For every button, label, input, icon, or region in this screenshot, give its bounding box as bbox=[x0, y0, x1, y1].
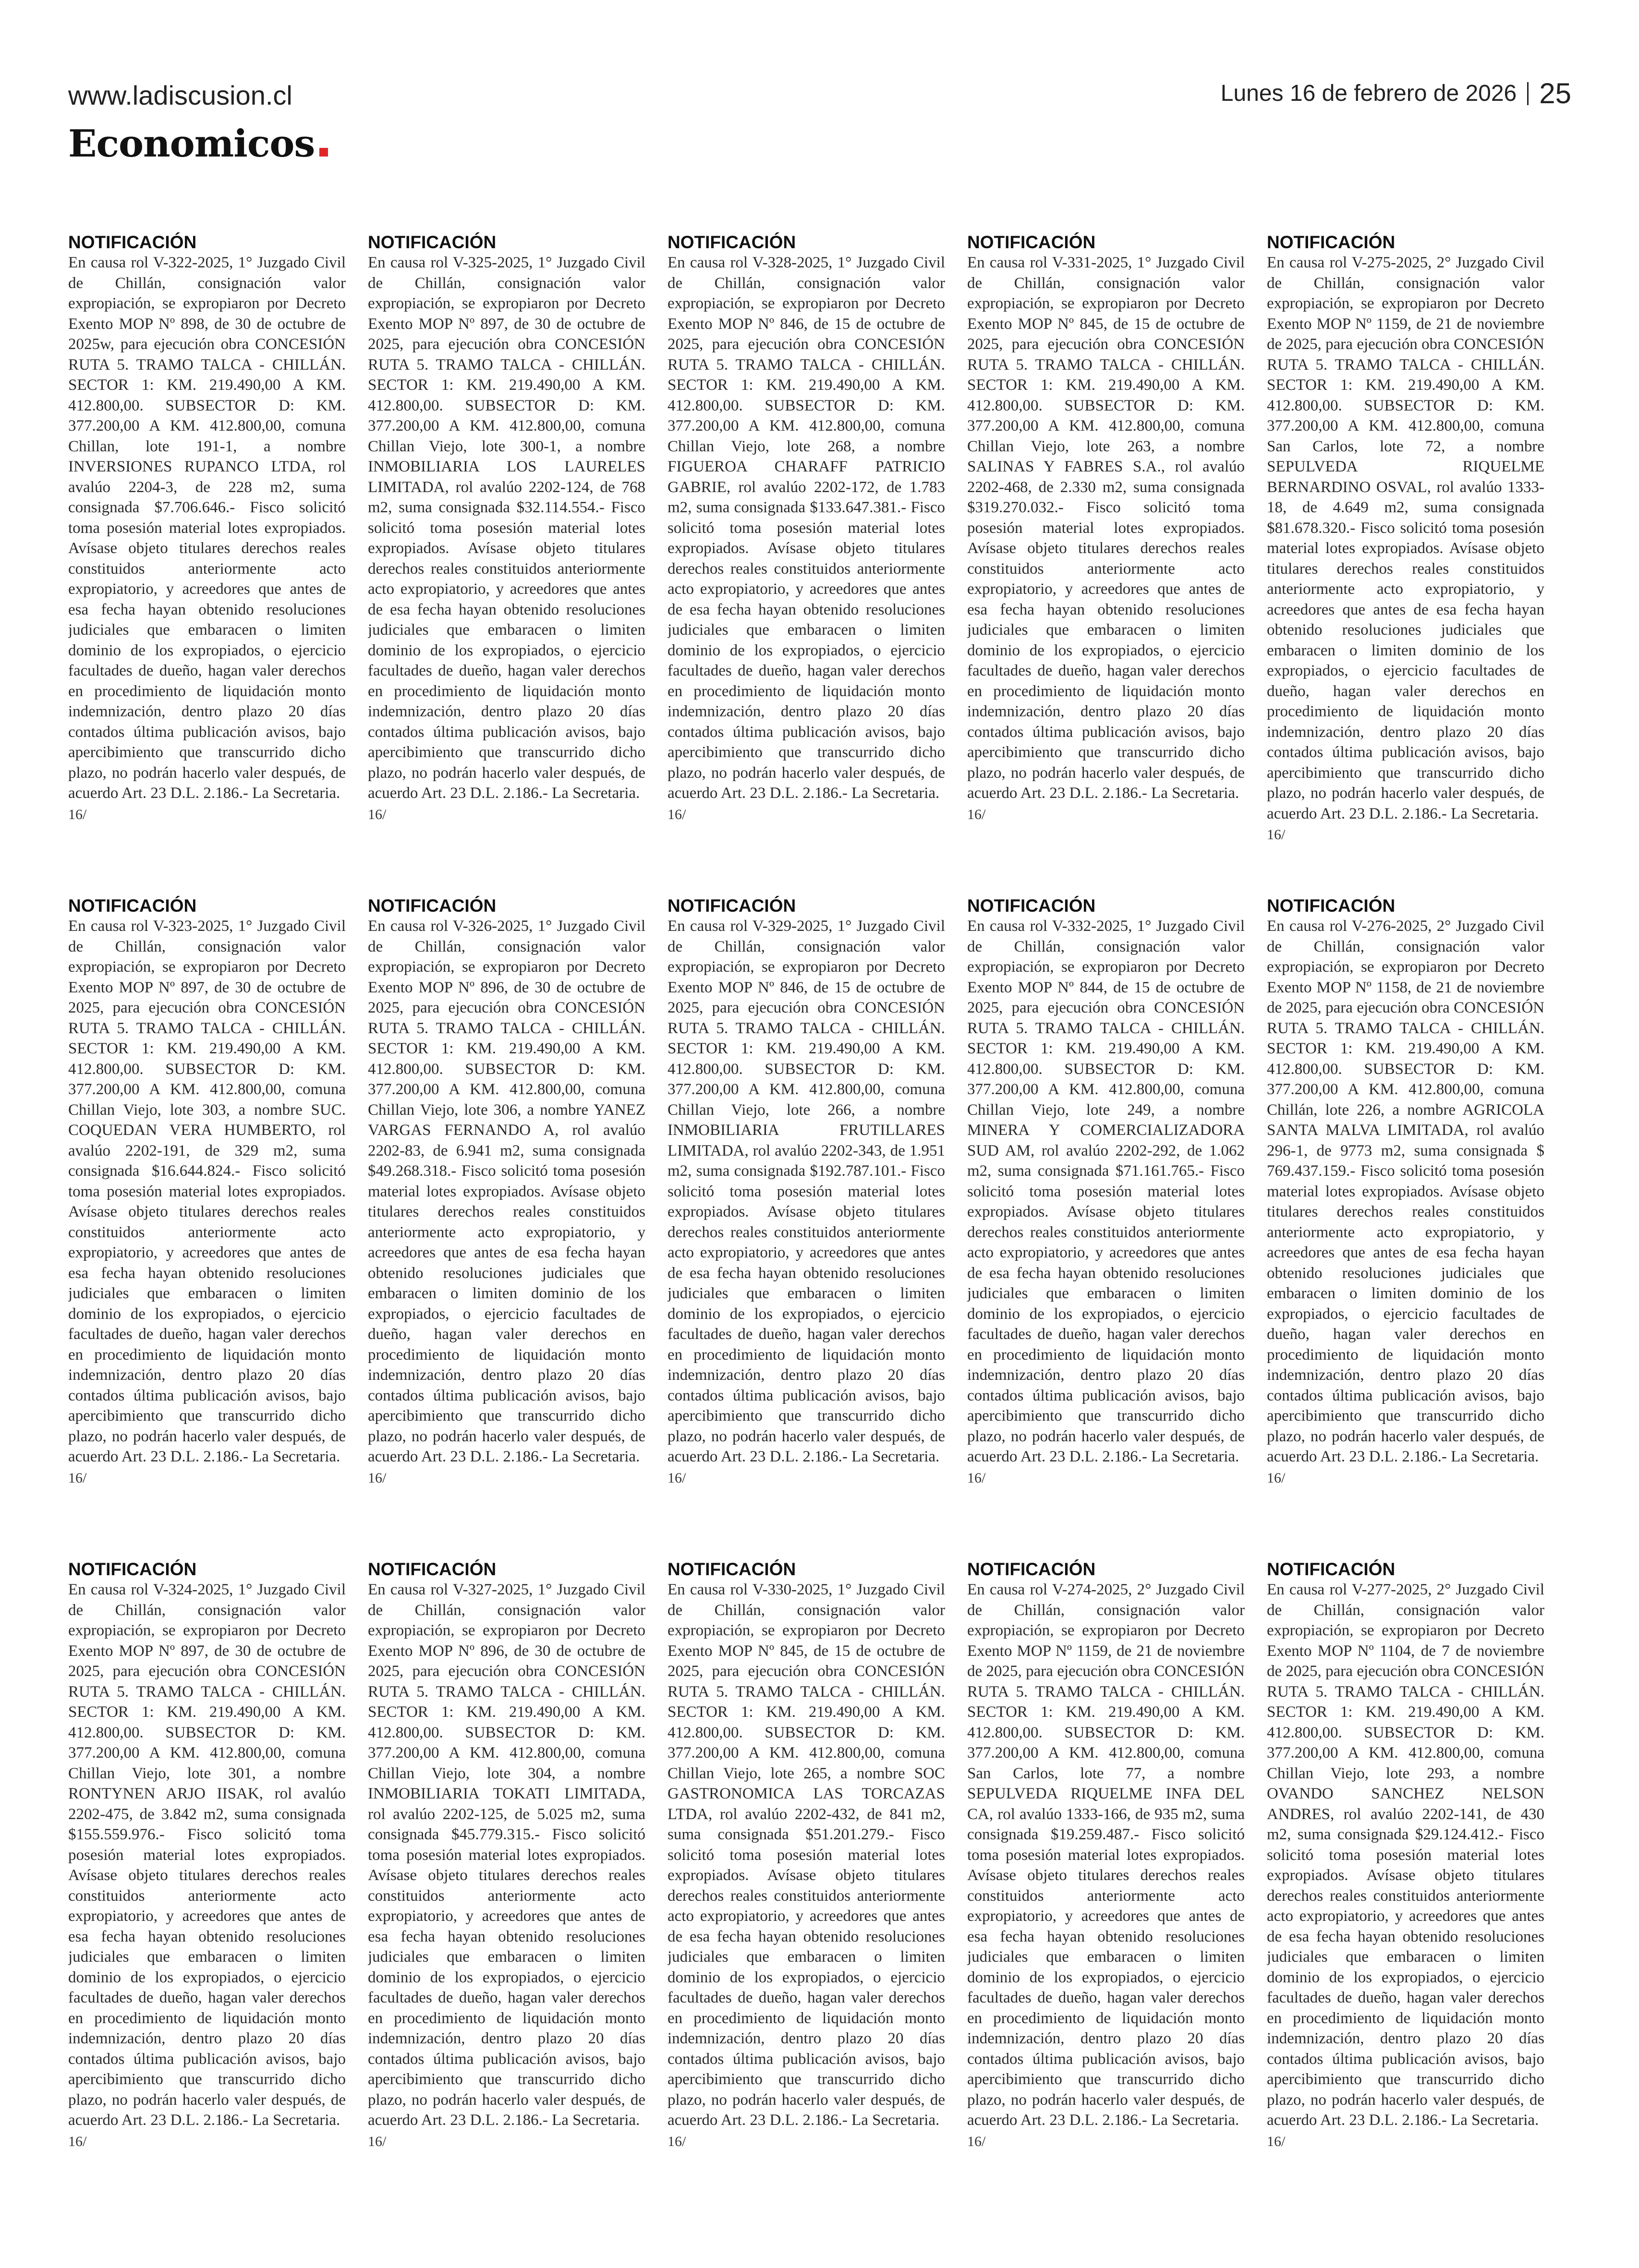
notice-item bbox=[668, 232, 945, 885]
notice-body: En causa rol V-326-2025, 1° Juzgado Civil de Chillán, consignación valor expropiación, se expropiaron por Decreto Exento MOP Nº 896, de 30 de octubre de 2025, para ejecución obra CONCESIÓN RUTA 5. TRAMO TALCA - CHILLÁN. SECTOR 1: KM. 219.490,00 A KM. 412.800,00. SUBSECTOR D: KM. 377.200,00 A KM. 412.800,00, comuna Chillan Viejo, lote 306, a nombre YANEZ VARGAS FERNANDO A, rol avalúo 2202-83, de 6.941 m2, suma consignada $49.268.318.- Fisco solicitó toma posesión material lotes expropiados. Avísase objeto titulares derechos reales constituidos anteriormente acto expropiatorio, y acreedores que antes de esa fecha hayan obtenido resoluciones judiciales que embaracen o limiten dominio de los expropiados, o ejercicio facultades de dueño, hagan valer derechos en procedimiento de liquidación monto indemnización, dentro plazo 20 días contados última publicación avisos, bajo apercibimiento que transcurrido dicho plazo, no podrán hacerlo valer después, de acuerdo Art. 23 D.L. 2.186.- La Secretaria. bbox=[368, 917, 645, 1465]
notice-item bbox=[368, 896, 645, 1549]
section-title bbox=[68, 122, 328, 166]
notice-item bbox=[68, 1559, 346, 2212]
notice-body: En causa rol V-330-2025, 1° Juzgado Civil de Chillán, consignación valor expropiación, se expropiaron por Decreto Exento MOP Nº 845, de 15 de octubre de 2025, para ejecución obra CONCESIÓN RUTA 5. TRAMO TALCA - CHILLÁN. SECTOR 1: KM. 219.490,00 A KM. 412.800,00. SUBSECTOR D: KM. 377.200,00 A KM. 412.800,00, comuna Chillan Viejo, lote 265, a nombre SOC GASTRONOMICA LAS TORCAZAS LTDA, rol avalúo 2202-432, de 841 m2, suma consignada $51.201.279.- Fisco solicitó toma posesión material lotes expropiados. Avísase objeto titulares derechos reales constituidos anteriormente acto expropiatorio, y acreedores que antes de esa fecha hayan obtenido resoluciones judiciales que embaracen o limiten dominio de los expropiados, o ejercicio facultades de dueño, hagan valer derechos en procedimiento de liquidación monto indemnización, dentro plazo 20 días contados última publicación avisos, bajo apercibimiento que transcurrido dicho plazo, no podrán hacerlo valer después, de acuerdo Art. 23 D.L. 2.186.- La Secretaria. bbox=[668, 1581, 945, 2129]
notice-code: 16/ bbox=[368, 806, 387, 822]
notice-item bbox=[368, 1559, 645, 2212]
notice-title: NOTIFICACIÓN bbox=[967, 896, 1096, 916]
notice-item bbox=[68, 896, 346, 1549]
notice-code: 16/ bbox=[368, 1470, 387, 1486]
notice-title: NOTIFICACIÓN bbox=[668, 232, 796, 252]
notice-code: 16/ bbox=[668, 2133, 686, 2149]
notice-title: NOTIFICACIÓN bbox=[1267, 1559, 1396, 1579]
notice-body: En causa rol V-324-2025, 1° Juzgado Civil de Chillán, consignación valor expropiación, se expropiaron por Decreto Exento MOP Nº 897, de 30 de octubre de 2025, para ejecución obra CONCESIÓN RUTA 5. TRAMO TALCA - CHILLÁN. SECTOR 1: KM. 219.490,00 A KM. 412.800,00. SUBSECTOR D: KM. 377.200,00 A KM. 412.800,00, comuna Chillan Viejo, lote 301, a nombre RONTYNEN ARJO IISAK, rol avalúo 2202-475, de 3.842 m2, suma consignada $155.559.976.- Fisco solicitó toma posesión material lotes expropiados. Avísase objeto titulares derechos reales constituidos anteriormente acto expropiatorio, y acreedores que antes de esa fecha hayan obtenido resoluciones judiciales que embaracen o limiten dominio de los expropiados, o ejercicio facultades de dueño, hagan valer derechos en procedimiento de liquidación monto indemnización, dentro plazo 20 días contados última publicación avisos, bajo apercibimiento que transcurrido dicho plazo, no podrán hacerlo valer después, de acuerdo Art. 23 D.L. 2.186.- La Secretaria. bbox=[68, 1581, 346, 2129]
notice-body: En causa rol V-274-2025, 2° Juzgado Civil de Chillán, consignación valor expropiación, se expropiaron por Decreto Exento MOP Nº 1159, de 21 de noviembre de 2025, para ejecución obra CONCESIÓN RUTA 5. TRAMO TALCA - CHILLÁN. SECTOR 1: KM. 219.490,00 A KM. 412.800,00. SUBSECTOR D: KM. 377.200,00 A KM. 412.800,00, comuna San Carlos, lote 77, a nombre SEPULVEDA RIQUELME INFA DEL CA, rol avalúo 1333-166, de 935 m2, suma consignada $19.259.487.- Fisco solicitó toma posesión material lotes expropiados. Avísase objeto titulares derechos reales constituidos anteriormente acto expropiatorio, y acreedores que antes de esa fecha hayan obtenido resoluciones judiciales que embaracen o limiten dominio de los expropiados, o ejercicio facultades de dueño, hagan valer derechos en procedimiento de liquidación monto indemnización, dentro plazo 20 días contados última publicación avisos, bajo apercibimiento que transcurrido dicho plazo, no podrán hacerlo valer después, de acuerdo Art. 23 D.L. 2.186.- La Secretaria. bbox=[967, 1581, 1245, 2129]
notice-item bbox=[1267, 232, 1544, 885]
notice-code: 16/ bbox=[668, 1470, 686, 1486]
date-separator bbox=[1527, 82, 1529, 105]
notice-code: 16/ bbox=[967, 806, 986, 822]
notice-title: NOTIFICACIÓN bbox=[1267, 896, 1396, 916]
notice-body: En causa rol V-327-2025, 1° Juzgado Civil de Chillán, consignación valor expropiación, se expropiaron por Decreto Exento MOP Nº 896, de 30 de octubre de 2025, para ejecución obra CONCESIÓN RUTA 5. TRAMO TALCA - CHILLÁN. SECTOR 1: KM. 219.490,00 A KM. 412.800,00. SUBSECTOR D: KM. 377.200,00 A KM. 412.800,00, comuna Chillan Viejo, lote 304, a nombre INMOBILIARIA TOKATI LIMITADA, rol avalúo 2202-125, de 5.025 m2, suma consignada $45.779.315.- Fisco solicitó toma posesión material lotes expropiados. Avísase objeto titulares derechos reales constituidos anteriormente acto expropiatorio, y acreedores que antes de esa fecha hayan obtenido resoluciones judiciales que embaracen o limiten dominio de los expropiados, o ejercicio facultades de dueño, hagan valer derechos en procedimiento de liquidación monto indemnización, dentro plazo 20 días contados última publicación avisos, bajo apercibimiento que transcurrido dicho plazo, no podrán hacerlo valer después, de acuerdo Art. 23 D.L. 2.186.- La Secretaria. bbox=[368, 1581, 645, 2129]
notice-item bbox=[967, 1559, 1245, 2212]
notice-body: En causa rol V-328-2025, 1° Juzgado Civil de Chillán, consignación valor expropiación, se expropiaron por Decreto Exento MOP Nº 846, de 15 de octubre de 2025, para ejecución obra CONCESIÓN RUTA 5. TRAMO TALCA - CHILLÁN. SECTOR 1: KM. 219.490,00 A KM. 412.800,00. SUBSECTOR D: KM. 377.200,00 A KM. 412.800,00, comuna Chillan Viejo, lote 268, a nombre FIGUEROA CHARAFF PATRICIO GABRIE, rol avalúo 2202-172, de 1.783 m2, suma consignada $133.647.381.- Fisco solicitó toma posesión material lotes expropiados. Avísase objeto titulares derechos reales constituidos anteriormente acto expropiatorio, y acreedores que antes de esa fecha hayan obtenido resoluciones judiciales que embaracen o limiten dominio de los expropiados, o ejercicio facultades de dueño, hagan valer derechos en procedimiento de liquidación monto indemnización, dentro plazo 20 días contados última publicación avisos, bajo apercibimiento que transcurrido dicho plazo, no podrán hacerlo valer después, de acuerdo Art. 23 D.L. 2.186.- La Secretaria. bbox=[668, 254, 945, 802]
notice-code: 16/ bbox=[1267, 1470, 1286, 1486]
notice-code: 16/ bbox=[68, 1470, 87, 1486]
notice-item bbox=[1267, 896, 1544, 1549]
notice-body: En causa rol V-322-2025, 1° Juzgado Civil de Chillán, consignación valor expropiación, se expropiaron por Decreto Exento MOP Nº 898, de 30 de octubre de 2025w, para ejecución obra CONCESIÓN RUTA 5. TRAMO TALCA - CHILLÁN. SECTOR 1: KM. 219.490,00 A KM. 412.800,00. SUBSECTOR D: KM. 377.200,00 A KM. 412.800,00, comuna Chillan, lote 191-1, a nombre INVERSIONES RUPANCO LTDA, rol avalúo 2204-3, de 228 m2, suma consignada $7.706.646.- Fisco solicitó toma posesión material lotes expropiados. Avísase objeto titulares derechos reales constituidos anteriormente acto expropiatorio, y acreedores que antes de esa fecha hayan obtenido resoluciones judiciales que embaracen o limiten dominio de los expropiados, o ejercicio facultades de dueño, hagan valer derechos en procedimiento de liquidación monto indemnización, dentro plazo 20 días contados última publicación avisos, bajo apercibimiento que transcurrido dicho plazo, no podrán hacerlo valer después, de acuerdo Art. 23 D.L. 2.186.- La Secretaria. bbox=[68, 254, 346, 802]
notice-title: NOTIFICACIÓN bbox=[1267, 232, 1396, 252]
notice-code: 16/ bbox=[967, 2133, 986, 2149]
notice-body: En causa rol V-323-2025, 1° Juzgado Civil de Chillán, consignación valor expropiación, se expropiaron por Decreto Exento MOP Nº 897, de 30 de octubre de 2025, para ejecución obra CONCESIÓN RUTA 5. TRAMO TALCA - CHILLÁN. SECTOR 1: KM. 219.490,00 A KM. 412.800,00. SUBSECTOR D: KM. 377.200,00 A KM. 412.800,00, comuna Chillan Viejo, lote 303, a nombre SUC. COQUEDAN VERA HUMBERTO, rol avalúo 2202-191, de 329 m2, suma consignada $16.644.824.- Fisco solicitó toma posesión material lotes expropiados. Avísase objeto titulares derechos reales constituidos anteriormente acto expropiatorio, y acreedores que antes de esa fecha hayan obtenido resoluciones judiciales que embaracen o limiten dominio de los expropiados, o ejercicio facultades de dueño, hagan valer derechos en procedimiento de liquidación monto indemnización, dentro plazo 20 días contados última publicación avisos, bajo apercibimiento que transcurrido dicho plazo, no podrán hacerlo valer después, de acuerdo Art. 23 D.L. 2.186.- La Secretaria. bbox=[68, 917, 346, 1465]
notice-code: 16/ bbox=[1267, 2133, 1286, 2149]
notice-body: En causa rol V-325-2025, 1° Juzgado Civil de Chillán, consignación valor expropiación, se expropiaron por Decreto Exento MOP Nº 897, de 30 de octubre de 2025, para ejecución obra CONCESIÓN RUTA 5. TRAMO TALCA - CHILLÁN. SECTOR 1: KM. 219.490,00 A KM. 412.800,00. SUBSECTOR D: KM. 377.200,00 A KM. 412.800,00, comuna Chillan Viejo, lote 300-1, a nombre INMOBILIARIA LOS LAURELES LIMITADA, rol avalúo 2202-124, de 768 m2, suma consignada $32.114.554.- Fisco solicitó toma posesión material lotes expropiados. Avísase objeto titulares derechos reales constituidos anteriormente acto expropiatorio, y acreedores que antes de esa fecha hayan obtenido resoluciones judiciales que embaracen o limiten dominio de los expropiados, o ejercicio facultades de dueño, hagan valer derechos en procedimiento de liquidación monto indemnización, dentro plazo 20 días contados última publicación avisos, bajo apercibimiento que transcurrido dicho plazo, no podrán hacerlo valer después, de acuerdo Art. 23 D.L. 2.186.- La Secretaria. bbox=[368, 254, 645, 802]
notice-title: NOTIFICACIÓN bbox=[368, 232, 497, 252]
notice-title: NOTIFICACIÓN bbox=[967, 232, 1096, 252]
notice-title: NOTIFICACIÓN bbox=[68, 1559, 197, 1579]
notice-code: 16/ bbox=[668, 806, 686, 822]
publication-date: Lunes 16 de febrero de 2026 bbox=[1220, 81, 1517, 106]
notice-code: 16/ bbox=[68, 806, 87, 822]
notice-body: En causa rol V-331-2025, 1° Juzgado Civil de Chillán, consignación valor expropiación, se expropiaron por Decreto Exento MOP Nº 845, de 15 de octubre de 2025, para ejecución obra CONCESIÓN RUTA 5. TRAMO TALCA - CHILLÁN. SECTOR 1: KM. 219.490,00 A KM. 412.800,00. SUBSECTOR D: KM. 377.200,00 A KM. 412.800,00, comuna Chillan Viejo, lote 263, a nombre SALINAS Y FABRES S.A., rol avalúo 2202-468, de 2.330 m2, suma consignada $319.270.032.- Fisco solicitó toma posesión material lotes expropiados. Avísase objeto titulares derechos reales constituidos anteriormente acto expropiatorio, y acreedores que antes de esa fecha hayan obtenido resoluciones judiciales que embaracen o limiten dominio de los expropiados, o ejercicio facultades de dueño, hagan valer derechos en procedimiento de liquidación monto indemnización, dentro plazo 20 días contados última publicación avisos, bajo apercibimiento que transcurrido dicho plazo, no podrán hacerlo valer después, de acuerdo Art. 23 D.L. 2.186.- La Secretaria. bbox=[967, 254, 1245, 802]
notice-body: En causa rol V-332-2025, 1° Juzgado Civil de Chillán, consignación valor expropiación, se expropiaron por Decreto Exento MOP Nº 844, de 15 de octubre de 2025, para ejecución obra CONCESIÓN RUTA 5. TRAMO TALCA - CHILLÁN. SECTOR 1: KM. 219.490,00 A KM. 412.800,00. SUBSECTOR D: KM. 377.200,00 A KM. 412.800,00, comuna Chillan Viejo, lote 249, a nombre MINERA Y COMERCIALIZADORA SUD AM, rol avalúo 2202-292, de 1.062 m2, suma consignada $71.161.765.- Fisco solicitó toma posesión material lotes expropiados. Avísase objeto titulares derechos reales constituidos anteriormente acto expropiatorio, y acreedores que antes de esa fecha hayan obtenido resoluciones judiciales que embaracen o limiten dominio de los expropiados, o ejercicio facultades de dueño, hagan valer derechos en procedimiento de liquidación monto indemnización, dentro plazo 20 días contados última publicación avisos, bajo apercibimiento que transcurrido dicho plazo, no podrán hacerlo valer después, de acuerdo Art. 23 D.L. 2.186.- La Secretaria. bbox=[967, 917, 1245, 1465]
notice-title: NOTIFICACIÓN bbox=[668, 896, 796, 916]
notice-code: 16/ bbox=[967, 1470, 986, 1486]
notice-title: NOTIFICACIÓN bbox=[368, 896, 497, 916]
notice-item bbox=[668, 1559, 945, 2212]
notice-code: 16/ bbox=[1267, 827, 1286, 843]
notice-body: En causa rol V-276-2025, 2° Juzgado Civil de Chillán, consignación valor expropiación, se expropiaron por Decreto Exento MOP Nº 1158, de 21 de noviembre de 2025, para ejecución obra CONCESIÓN RUTA 5. TRAMO TALCA - CHILLÁN. SECTOR 1: KM. 219.490,00 A KM. 412.800,00. SUBSECTOR D: KM. 377.200,00 A KM. 412.800,00, comuna Chillán, lote 226, a nombre AGRICOLA SANTA MALVA LIMITADA, rol avalúo 296-1, de 9773 m2, suma consignada $ 769.437.159.- Fisco solicitó toma posesión material lotes expropiados. Avísase objeto titulares derechos reales constituidos anteriormente acto expropiatorio, y acreedores que antes de esa fecha hayan obtenido resoluciones judiciales que embaracen o limiten dominio de los expropiados, o ejercicio facultades de dueño, hagan valer derechos en procedimiento de liquidación monto indemnización, dentro plazo 20 días contados última publicación avisos, bajo apercibimiento que transcurrido dicho plazo, no podrán hacerlo valer después, de acuerdo Art. 23 D.L. 2.186.- La Secretaria. bbox=[1267, 917, 1544, 1465]
page-number: 25 bbox=[1539, 77, 1571, 109]
notice-body: En causa rol V-275-2025, 2° Juzgado Civil de Chillán, consignación valor expropiación, se expropiaron por Decreto Exento MOP Nº 1159, de 21 de noviembre de 2025, para ejecución obra CONCESIÓN RUTA 5. TRAMO TALCA - CHILLÁN. SECTOR 1: KM. 219.490,00 A KM. 412.800,00. SUBSECTOR D: KM. 377.200,00 A KM. 412.800,00, comuna San Carlos, lote 72, a nombre SEPULVEDA RIQUELME BERNARDINO OSVAL, rol avalúo 1333-18, de 4.649 m2, suma consignada $81.678.320.- Fisco solicitó toma posesión material lotes expropiados. Avísase objeto titulares derechos reales constituidos anteriormente acto expropiatorio, y acreedores que antes de esa fecha hayan obtenido resoluciones judiciales que embaracen o limiten dominio de los expropiados, o ejercicio facultades de dueño, hagan valer derechos en procedimiento de liquidación monto indemnización, dentro plazo 20 días contados última publicación avisos, bajo apercibimiento que transcurrido dicho plazo, no podrán hacerlo valer después, de acuerdo Art. 23 D.L. 2.186.- La Secretaria. bbox=[1267, 254, 1544, 822]
date-block bbox=[1221, 77, 1571, 110]
section-title-text: Economicos bbox=[68, 122, 315, 166]
page-header bbox=[68, 72, 1571, 166]
notice-item bbox=[368, 232, 645, 885]
notice-code: 16/ bbox=[68, 2133, 87, 2149]
notice-item bbox=[68, 232, 346, 885]
section-accent-dot bbox=[319, 148, 328, 157]
notice-title: NOTIFICACIÓN bbox=[668, 1559, 796, 1579]
notice-item bbox=[967, 896, 1245, 1549]
site-url[interactable]: www.ladiscusion.cl bbox=[68, 80, 292, 110]
notice-title: NOTIFICACIÓN bbox=[68, 896, 197, 916]
notice-title: NOTIFICACIÓN bbox=[68, 232, 197, 252]
notice-item bbox=[967, 232, 1245, 885]
notice-code: 16/ bbox=[368, 2133, 387, 2149]
notice-title: NOTIFICACIÓN bbox=[368, 1559, 497, 1579]
notice-item bbox=[668, 896, 945, 1549]
notices-grid bbox=[68, 232, 1571, 2210]
notice-title: NOTIFICACIÓN bbox=[967, 1559, 1096, 1579]
notice-item bbox=[1267, 1559, 1544, 2212]
notice-body: En causa rol V-277-2025, 2° Juzgado Civil de Chillán, consignación valor expropiación, se expropiaron por Decreto Exento MOP Nº 1104, de 7 de noviembre de 2025, para ejecución obra CONCESIÓN RUTA 5. TRAMO TALCA - CHILLÁN. SECTOR 1: KM. 219.490,00 A KM. 412.800,00. SUBSECTOR D: KM. 377.200,00 A KM. 412.800,00, comuna Chillan Viejo, lote 293, a nombre OVANDO SANCHEZ NELSON ANDRES, rol avalúo 2202-141, de 430 m2, suma consignada $29.124.412.- Fisco solicitó toma posesión material lotes expropiados. Avísase objeto titulares derechos reales constituidos anteriormente acto expropiatorio, y acreedores que antes de esa fecha hayan obtenido resoluciones judiciales que embaracen o limiten dominio de los expropiados, o ejercicio facultades de dueño, hagan valer derechos en procedimiento de liquidación monto indemnización, dentro plazo 20 días contados última publicación avisos, bajo apercibimiento que transcurrido dicho plazo, no podrán hacerlo valer después, de acuerdo Art. 23 D.L. 2.186.- La Secretaria. bbox=[1267, 1581, 1544, 2129]
notice-body: En causa rol V-329-2025, 1° Juzgado Civil de Chillán, consignación valor expropiación, se expropiaron por Decreto Exento MOP Nº 846, de 15 de octubre de 2025, para ejecución obra CONCESIÓN RUTA 5. TRAMO TALCA - CHILLÁN. SECTOR 1: KM. 219.490,00 A KM. 412.800,00. SUBSECTOR D: KM. 377.200,00 A KM. 412.800,00, comuna Chillan Viejo, lote 266, a nombre INMOBILIARIA FRUTILLARES LIMITADA, rol avalúo 2202-343, de 1.951 m2, suma consignada $192.787.101.- Fisco solicitó toma posesión material lotes expropiados. Avísase objeto titulares derechos reales constituidos anteriormente acto expropiatorio, y acreedores que antes de esa fecha hayan obtenido resoluciones judiciales que embaracen o limiten dominio de los expropiados, o ejercicio facultades de dueño, hagan valer derechos en procedimiento de liquidación monto indemnización, dentro plazo 20 días contados última publicación avisos, bajo apercibimiento que transcurrido dicho plazo, no podrán hacerlo valer después, de acuerdo Art. 23 D.L. 2.186.- La Secretaria. bbox=[668, 917, 945, 1465]
